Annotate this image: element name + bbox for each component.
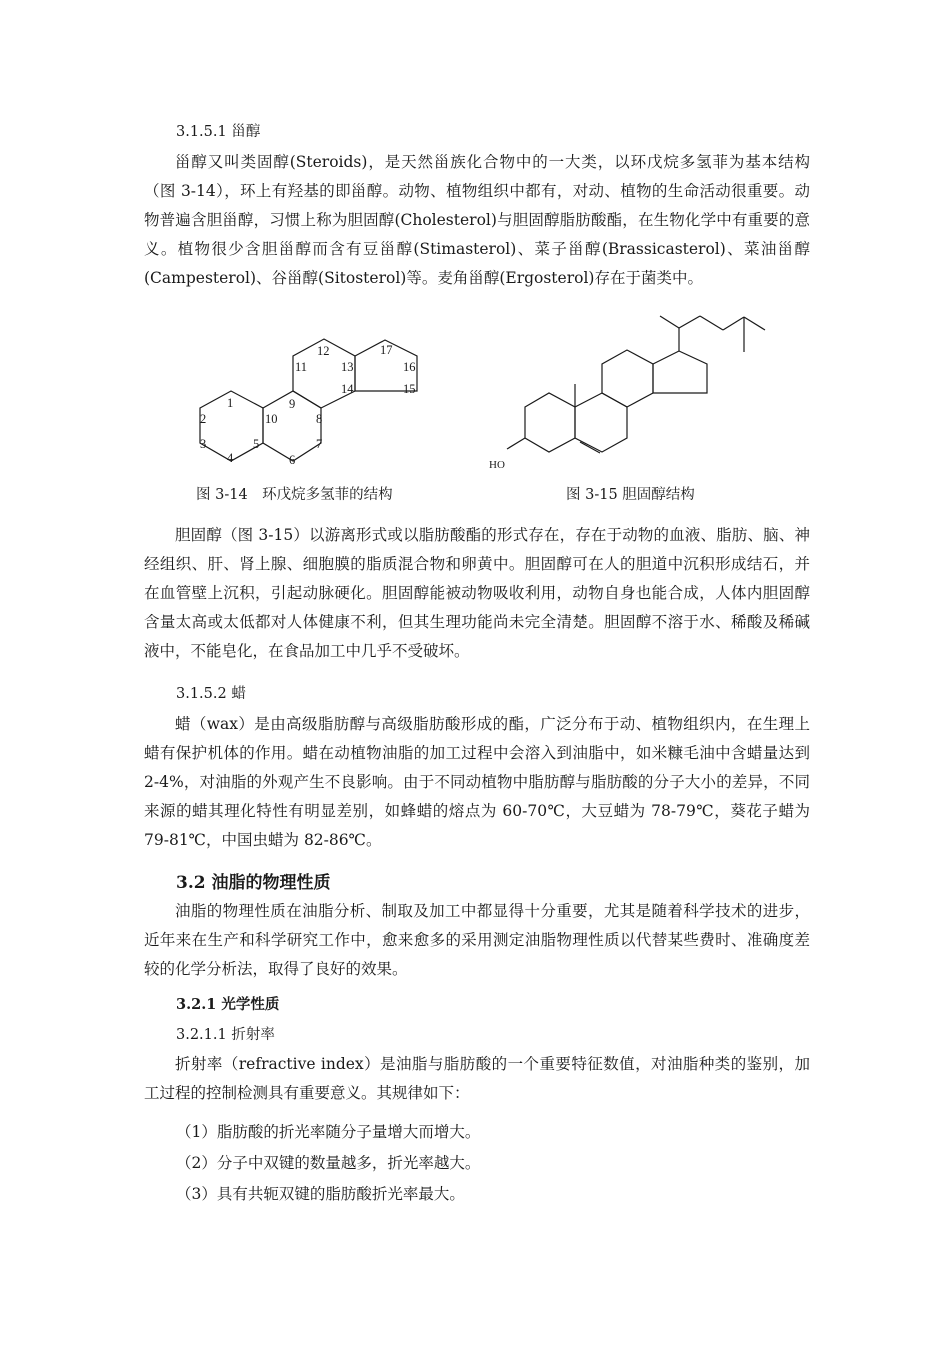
section-heading-3-2-1: 3.2.1 光学性质 [176,996,280,1013]
ring-label-4: 4 [227,451,234,465]
section-heading-3-2: 3.2 油脂的物理性质 [176,873,331,893]
ring-label-13: 13 [341,360,354,374]
ring-label-15: 15 [403,382,416,396]
ring-label-16: 16 [403,360,416,374]
paragraph-refractive-index: 折射率（refractive index）是油脂与脂肪酸的一个重要特征数值，对油脂种类的鉴别，加工过程的控制检测具有重要意义。其规律如下： [144,1055,810,1102]
ring-label-7: 7 [316,437,323,451]
rule-item-1: （1）脂肪酸的折光率随分子量增大而增大。 [176,1123,481,1141]
section-heading-3-1-5-2: 3.1.5.2 蜡 [176,686,246,702]
ring-label-2: 2 [200,412,207,426]
ring-label-12: 12 [317,344,330,358]
figure-caption-3-14: 图 3-14 环戊烷多氢菲的结构 [196,487,393,503]
paragraph-wax: 蜡（wax）是由高级脂肪醇与高级脂肪酸形成的酯，广泛分布于动、植物组织内，在生理上蜡有保护机体的作用。蜡在动植物油脂的加工过程中会溶入到油脂中，如米糠毛油中含蜡量达到 2-4%，对油脂的外观产生不良影响。由于不同动植物中脂肪醇与脂肪酸的分子大小的差异，不同来源的蜡其理化特性有明显差别，如蜂蜡的熔点为 60-70℃，大豆蜡为 78-79℃，葵花子蜡为 79-81℃，中国虫蜡为 82-86℃。 [144,715,810,849]
rule-item-3: （3）具有共轭双键的脂肪酸折光率最大。 [176,1185,465,1203]
hydroxyl-label: HO [489,459,505,471]
ring-label-17: 17 [380,343,393,357]
figure-caption-3-15: 图 3-15 胆固醇结构 [566,487,695,503]
ring-label-14: 14 [341,382,354,396]
figure-3-14-steroid-skeleton [190,330,430,475]
ring-label-3: 3 [200,437,207,451]
paragraph-steroids: 甾醇又叫类固醇(Steroids)，是天然甾族化合物中的一大类，以环戊烷多氢菲为基本结构（图 3-14），环上有羟基的即甾醇。动物、植物组织中都有，对动、植物的生命活动很重要。动物普遍含胆甾醇，习惯上称为胆固醇(Cholesterol)与胆固醇脂肪酸酯，在生物化学中有重要的意义。植物很少含胆甾醇而含有豆甾醇(Stimasterol)、菜子甾醇(Brassicasterol)、菜油甾醇(Campesterol)、谷甾醇(Sitosterol)等。麦角甾醇(Ergosterol)存在于菌类中。 [144,153,810,287]
ring-label-10: 10 [265,412,278,426]
section-heading-3-2-1-1: 3.2.1.1 折射率 [176,1027,275,1043]
ring-label-9: 9 [289,397,296,411]
figure-3-15-cholesterol [485,308,785,478]
rule-item-2: （2）分子中双键的数量越多，折光率越大。 [176,1154,481,1172]
ring-label-11: 11 [295,360,308,374]
ring-label-6: 6 [289,453,296,467]
ring-label-8: 8 [316,412,323,426]
paragraph-physical-properties: 油脂的物理性质在油脂分析、制取及加工中都显得十分重要，尤其是随着科学技术的进步，近年来在生产和科学研究工作中，愈来愈多的采用测定油脂物理性质以代替某些费时、准确度差较的化学分析法，取得了良好的效果。 [144,902,810,978]
ring-label-5: 5 [253,437,260,451]
section-heading-3-1-5-1: 3.1.5.1 甾醇 [176,124,261,140]
paragraph-cholesterol: 胆固醇（图 3-15）以游离形式或以脂肪酸酯的形式存在，存在于动物的血液、脂肪、脑、神经组织、肝、肾上腺、细胞膜的脂质混合物和卵黄中。胆固醇可在人的胆道中沉积形成结石，并在血管壁上沉积，引起动脉硬化。胆固醇能被动物吸收利用，动物自身也能合成，人体内胆固醇含量太高或太低都对人体健康不利，但其生理功能尚未完全清楚。胆固醇不溶于水、稀酸及稀碱液中，不能皂化，在食品加工中几乎不受破坏。 [144,526,810,660]
ring-label-1: 1 [227,396,234,410]
